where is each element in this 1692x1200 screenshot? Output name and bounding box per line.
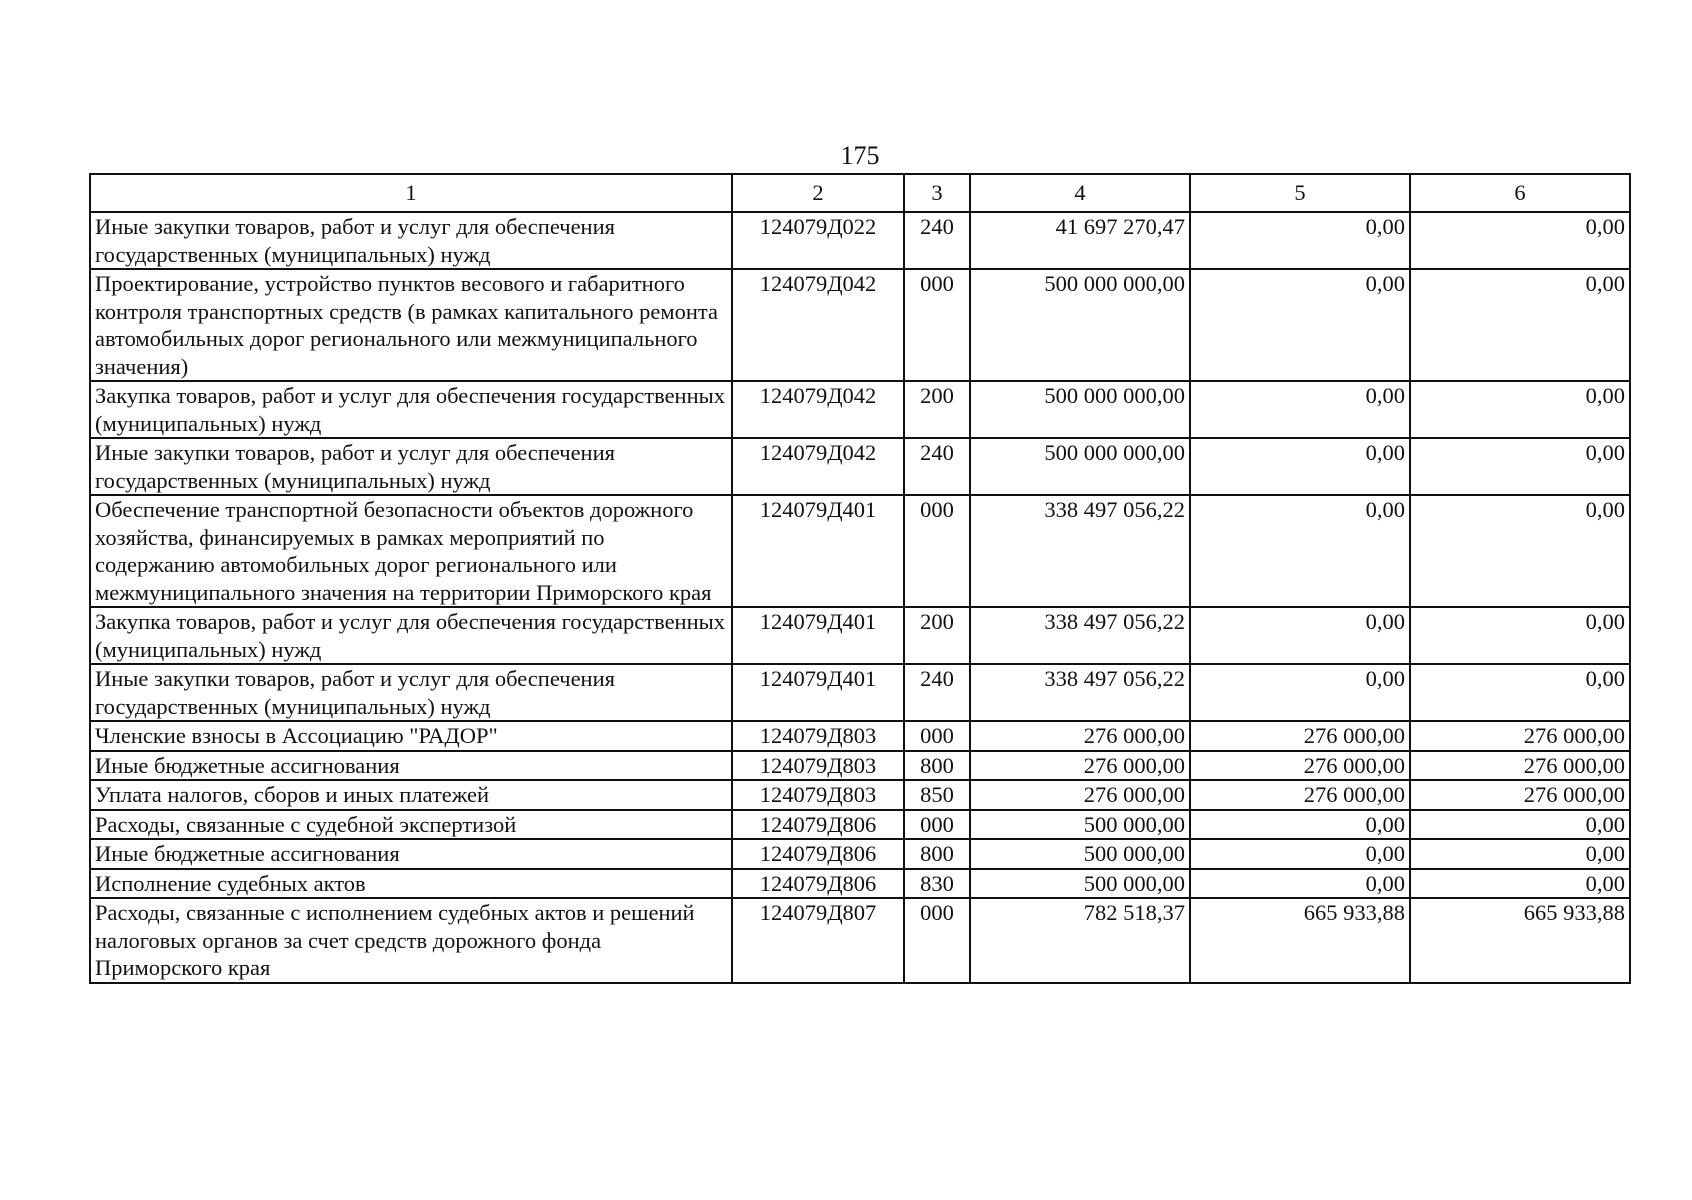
item-name: Уплата налогов, сборов и иных платежей	[90, 780, 732, 810]
table-row	[90, 898, 1630, 983]
target-code: 124079Д803	[732, 721, 904, 751]
header-row	[90, 174, 1630, 212]
amount-col5: 276 000,00	[1190, 751, 1410, 781]
item-name: Проектирование, устройство пунктов весового и габаритного контроля транспортных средств (в рамках капитального ремонта автомобильных дорог регионального или межмуниципального значения)	[90, 269, 732, 381]
table-row	[90, 381, 1630, 438]
target-code: 124079Д401	[732, 607, 904, 664]
amount-col6: 0,00	[1410, 212, 1630, 269]
target-code: 124079Д042	[732, 381, 904, 438]
amount-col4: 500 000 000,00	[970, 269, 1190, 381]
amount-col6: 276 000,00	[1410, 780, 1630, 810]
column-header: 4	[970, 174, 1190, 212]
expense-type: 800	[904, 839, 970, 869]
amount-col6: 276 000,00	[1410, 721, 1630, 751]
expense-type: 850	[904, 780, 970, 810]
table-row	[90, 810, 1630, 840]
expense-type: 240	[904, 212, 970, 269]
table-row	[90, 212, 1630, 269]
amount-col4: 276 000,00	[970, 721, 1190, 751]
expense-type: 000	[904, 495, 970, 607]
target-code: 124079Д806	[732, 869, 904, 899]
expense-type: 200	[904, 607, 970, 664]
amount-col6: 0,00	[1410, 269, 1630, 381]
amount-col6: 0,00	[1410, 839, 1630, 869]
target-code: 124079Д806	[732, 839, 904, 869]
target-code: 124079Д042	[732, 438, 904, 495]
amount-col5: 665 933,88	[1190, 898, 1410, 983]
amount-col4: 338 497 056,22	[970, 607, 1190, 664]
table-row	[90, 751, 1630, 781]
target-code: 124079Д401	[732, 495, 904, 607]
table-row	[90, 839, 1630, 869]
target-code: 124079Д042	[732, 269, 904, 381]
column-header: 6	[1410, 174, 1630, 212]
amount-col4: 41 697 270,47	[970, 212, 1190, 269]
amount-col4: 500 000,00	[970, 810, 1190, 840]
amount-col5: 0,00	[1190, 381, 1410, 438]
item-name: Закупка товаров, работ и услуг для обеспечения государственных (муниципальных) нужд	[90, 381, 732, 438]
item-name: Обеспечение транспортной безопасности объектов дорожного хозяйства, финансируемых в рамках мероприятий по содержанию автомобильных дорог регионального или межмуниципального значения на территории Приморского края	[90, 495, 732, 607]
amount-col5: 0,00	[1190, 839, 1410, 869]
amount-col5: 0,00	[1190, 212, 1410, 269]
amount-col5: 0,00	[1190, 269, 1410, 381]
amount-col5: 0,00	[1190, 664, 1410, 721]
amount-col6: 0,00	[1410, 495, 1630, 607]
table-row	[90, 269, 1630, 381]
page-number: 175	[840, 141, 880, 170]
expense-type: 000	[904, 269, 970, 381]
amount-col5: 0,00	[1190, 438, 1410, 495]
target-code: 124079Д803	[732, 751, 904, 781]
target-code: 124079Д803	[732, 780, 904, 810]
target-code: 124079Д022	[732, 212, 904, 269]
item-name: Членские взносы в Ассоциацию "РАДОР"	[90, 721, 732, 751]
column-header: 1	[90, 174, 732, 212]
expense-type: 000	[904, 898, 970, 983]
item-name: Исполнение судебных актов	[90, 869, 732, 899]
table-row	[90, 721, 1630, 751]
expense-type: 240	[904, 438, 970, 495]
amount-col6: 0,00	[1410, 869, 1630, 899]
expense-type: 240	[904, 664, 970, 721]
amount-col6: 0,00	[1410, 664, 1630, 721]
budget-table	[89, 173, 1631, 984]
amount-col4: 338 497 056,22	[970, 495, 1190, 607]
expense-type: 200	[904, 381, 970, 438]
table-row	[90, 780, 1630, 810]
item-name: Иные закупки товаров, работ и услуг для обеспечения государственных (муниципальных) нужд	[90, 438, 732, 495]
amount-col6: 276 000,00	[1410, 751, 1630, 781]
amount-col4: 500 000,00	[970, 839, 1190, 869]
amount-col5: 0,00	[1190, 810, 1410, 840]
amount-col6: 0,00	[1410, 381, 1630, 438]
target-code: 124079Д807	[732, 898, 904, 983]
amount-col4: 782 518,37	[970, 898, 1190, 983]
amount-col4: 500 000 000,00	[970, 438, 1190, 495]
item-name: Иные бюджетные ассигнования	[90, 839, 732, 869]
table-row	[90, 438, 1630, 495]
amount-col6: 0,00	[1410, 810, 1630, 840]
amount-col4: 276 000,00	[970, 751, 1190, 781]
item-name: Закупка товаров, работ и услуг для обеспечения государственных (муниципальных) нужд	[90, 607, 732, 664]
target-code: 124079Д401	[732, 664, 904, 721]
expense-type: 830	[904, 869, 970, 899]
amount-col5: 276 000,00	[1190, 780, 1410, 810]
item-name: Расходы, связанные с судебной экспертизой	[90, 810, 732, 840]
amount-col5: 0,00	[1190, 607, 1410, 664]
amount-col6: 0,00	[1410, 438, 1630, 495]
column-header: 2	[732, 174, 904, 212]
amount-col4: 338 497 056,22	[970, 664, 1190, 721]
table-row	[90, 869, 1630, 899]
amount-col6: 665 933,88	[1410, 898, 1630, 983]
amount-col5: 0,00	[1190, 495, 1410, 607]
table-row	[90, 495, 1630, 607]
item-name: Расходы, связанные с исполнением судебных актов и решений налоговых органов за счет средств дорожного фонда Приморского края	[90, 898, 732, 983]
table-row	[90, 607, 1630, 664]
expense-type: 000	[904, 721, 970, 751]
item-name: Иные закупки товаров, работ и услуг для обеспечения государственных (муниципальных) нужд	[90, 212, 732, 269]
column-header: 3	[904, 174, 970, 212]
amount-col6: 0,00	[1410, 607, 1630, 664]
expense-type: 000	[904, 810, 970, 840]
amount-col4: 500 000 000,00	[970, 381, 1190, 438]
amount-col4: 500 000,00	[970, 869, 1190, 899]
table-row	[90, 664, 1630, 721]
amount-col5: 0,00	[1190, 869, 1410, 899]
amount-col4: 276 000,00	[970, 780, 1190, 810]
amount-col5: 276 000,00	[1190, 721, 1410, 751]
item-name: Иные закупки товаров, работ и услуг для обеспечения государственных (муниципальных) нужд	[90, 664, 732, 721]
item-name: Иные бюджетные ассигнования	[90, 751, 732, 781]
target-code: 124079Д806	[732, 810, 904, 840]
expense-type: 800	[904, 751, 970, 781]
column-header: 5	[1190, 174, 1410, 212]
